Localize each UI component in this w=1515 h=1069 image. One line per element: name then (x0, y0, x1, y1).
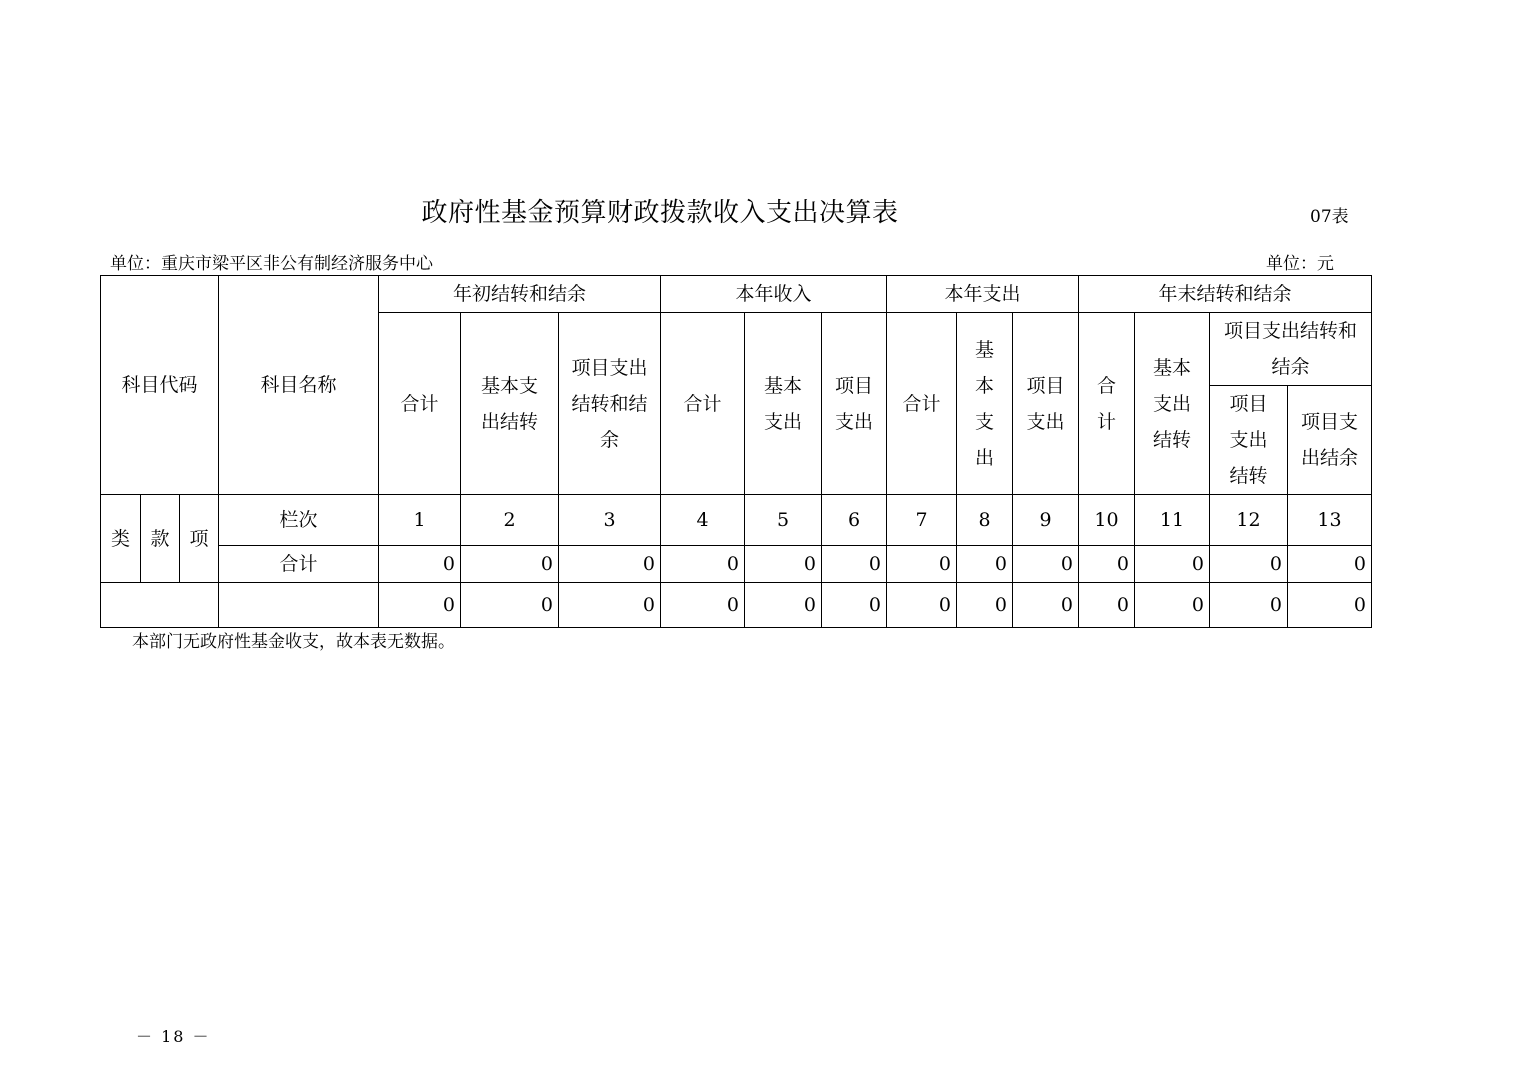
column-index-cell: 9 (1013, 495, 1079, 546)
data-row-cell: 0 (822, 583, 887, 628)
total-row-cell: 0 (661, 546, 745, 583)
data-row-cell: 0 (745, 583, 822, 628)
total-row-cell: 0 (379, 546, 461, 583)
data-row-cell: 0 (1135, 583, 1210, 628)
total-row-cell: 0 (1288, 546, 1372, 583)
data-row-cell: 0 (1013, 583, 1079, 628)
column-index-row (101, 495, 1372, 546)
total-row (101, 546, 1372, 583)
unit-organization: 单位：重庆市梁平区非公有制经济服务中心 (110, 254, 433, 274)
column-index-cell: 10 (1079, 495, 1135, 546)
total-row-cell: 0 (559, 546, 661, 583)
begin-project-header-text: 项目支出结转和结余 (571, 356, 648, 451)
end-basic-header (1135, 313, 1210, 495)
total-row-cell: 0 (822, 546, 887, 583)
end-project-carry-header-text: 项目支出结转 (1229, 393, 1268, 487)
unit-currency: 单位：元 (1266, 254, 1334, 274)
page-number: － 18 － (136, 1027, 211, 1046)
total-row-cell: 0 (745, 546, 822, 583)
income-project-header (822, 313, 887, 495)
begin-basic-header-text: 基本支出结转 (480, 374, 538, 433)
begin-project-header (559, 313, 661, 495)
column-index-cell: 2 (461, 495, 559, 546)
expense-basic-header-text: 基本支出 (974, 338, 994, 469)
total-row-cell: 0 (1079, 546, 1135, 583)
income-project-header-text: 项目支出 (834, 374, 873, 433)
group-header-begin: 年初结转和结余 (379, 276, 661, 313)
data-row-cell: 0 (661, 583, 745, 628)
end-project-balance-header (1288, 386, 1372, 495)
column-index-cell: 5 (745, 495, 822, 546)
end-total-header-text: 合计 (1096, 374, 1116, 433)
expense-project-header (1013, 313, 1079, 495)
column-index-cell: 11 (1135, 495, 1210, 546)
column-index-cell: 13 (1288, 495, 1372, 546)
total-row-cell: 0 (1210, 546, 1288, 583)
subject-code-header: 科目代码 (101, 276, 219, 495)
column-index-cell: 6 (822, 495, 887, 546)
expense-basic-header (957, 313, 1013, 495)
data-row-cell: 0 (1079, 583, 1135, 628)
end-project-carry-header (1210, 386, 1288, 495)
xiang-header: 项 (180, 495, 219, 583)
budget-table (100, 275, 1372, 628)
total-row-cell: 0 (461, 546, 559, 583)
end-project-group-header (1210, 313, 1372, 386)
lei-header: 类 (101, 495, 141, 583)
group-header-income: 本年收入 (661, 276, 887, 313)
income-basic-header (745, 313, 822, 495)
subject-name-header: 科目名称 (219, 276, 379, 495)
data-row (101, 583, 1372, 628)
data-row-cell: 0 (887, 583, 957, 628)
total-row-cell: 0 (957, 546, 1013, 583)
group-header-expense: 本年支出 (887, 276, 1079, 313)
expense-project-header-text: 项目支出 (1026, 374, 1065, 433)
kuan-header: 款 (141, 495, 180, 583)
column-index-cell: 1 (379, 495, 461, 546)
data-row-cell: 0 (957, 583, 1013, 628)
table-number: 07表 (1310, 207, 1349, 227)
group-header-end: 年末结转和结余 (1079, 276, 1372, 313)
data-row-name (219, 583, 379, 628)
header-row-groups (101, 276, 1372, 313)
data-row-cell: 0 (379, 583, 461, 628)
total-row-cell: 0 (1013, 546, 1079, 583)
expense-total-header: 合计 (887, 313, 957, 495)
column-index-cell: 7 (887, 495, 957, 546)
data-row-cell: 0 (1288, 583, 1372, 628)
column-index-cell: 8 (957, 495, 1013, 546)
data-row-cell: 0 (461, 583, 559, 628)
column-index-cell: 12 (1210, 495, 1288, 546)
column-index-label: 栏次 (219, 495, 379, 546)
data-row-cell: 0 (559, 583, 661, 628)
table-note: 本部门无政府性基金收支，故本表无数据。 (132, 632, 455, 652)
end-project-balance-header-text: 项目支出结余 (1300, 411, 1358, 469)
begin-basic-header (461, 313, 559, 495)
total-row-label: 合计 (219, 546, 379, 583)
page-title: 政府性基金预算财政拨款收入支出决算表 (421, 198, 899, 228)
end-basic-header-text: 基本支出结转 (1152, 356, 1191, 451)
income-basic-header-text: 基本支出 (763, 374, 802, 433)
end-total-header (1079, 313, 1135, 495)
total-row-cell: 0 (1135, 546, 1210, 583)
data-row-cell: 0 (1210, 583, 1288, 628)
column-index-cell: 4 (661, 495, 745, 546)
total-row-cell: 0 (887, 546, 957, 583)
begin-total-header: 合计 (379, 313, 461, 495)
income-total-header: 合计 (661, 313, 745, 495)
end-project-group-header-text: 项目支出结转和结余 (1223, 320, 1357, 378)
column-index-cell: 3 (559, 495, 661, 546)
data-row-code (101, 583, 219, 628)
